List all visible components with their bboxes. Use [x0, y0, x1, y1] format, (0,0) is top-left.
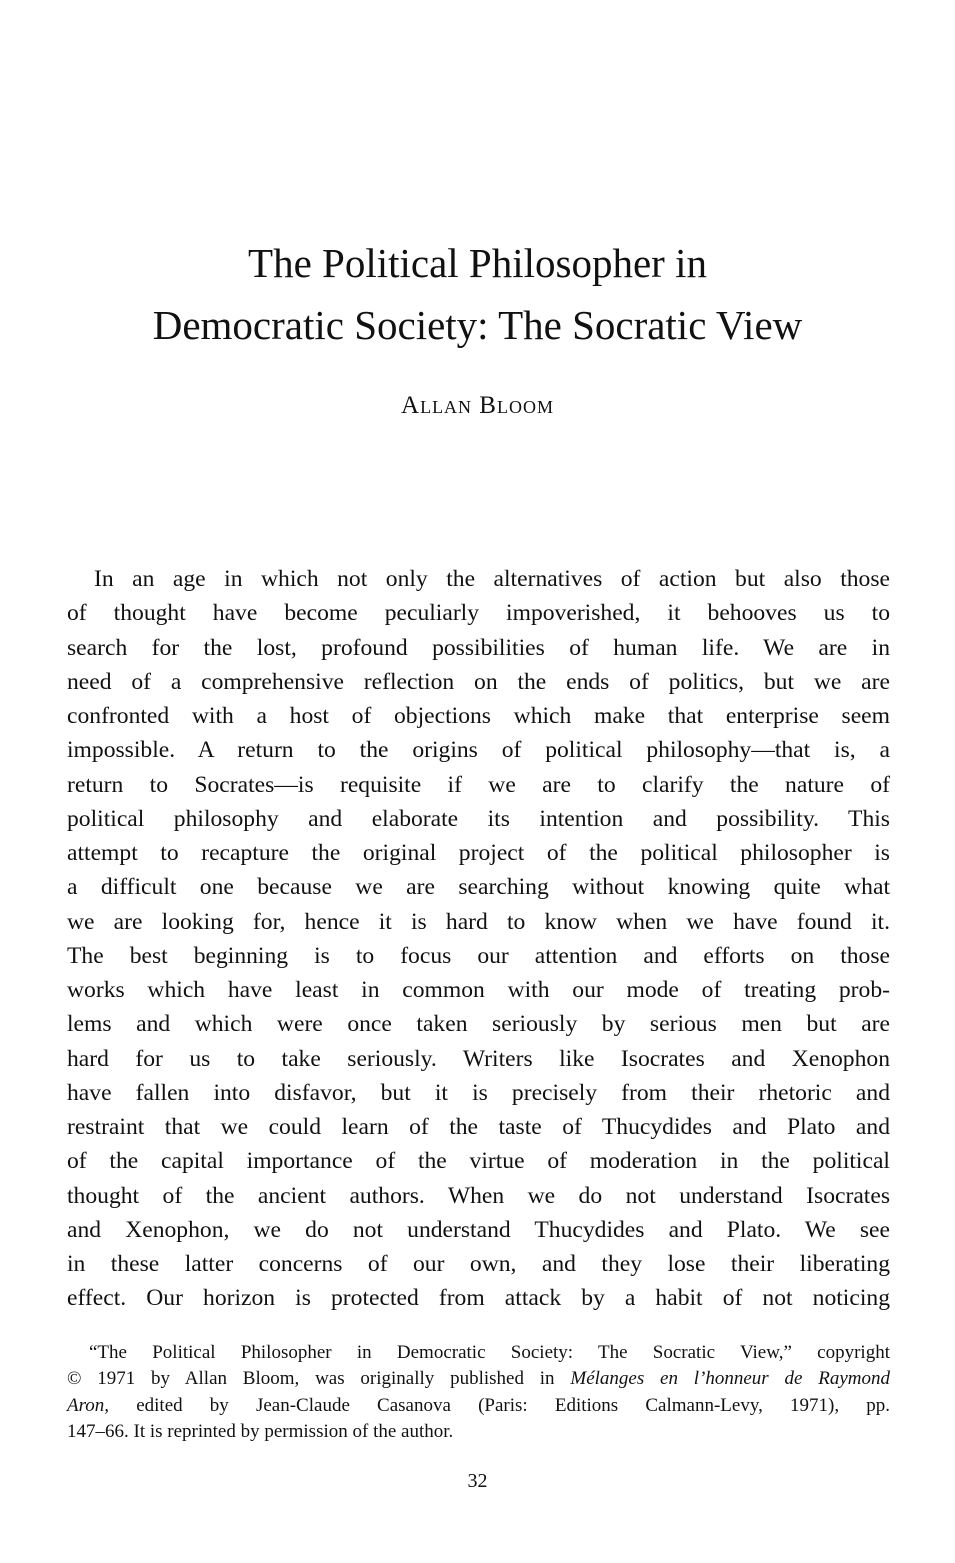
body-line: lems and which were once taken seriously by serious men but are [67, 1011, 890, 1038]
body-line: works which have least in common with our mode of treating prob- [67, 977, 890, 1003]
footnote-line-4: 147–66. It is reprinted by permission of the author. [67, 1421, 454, 1443]
body-line: confronted with a host of objections which make that enterprise seem [67, 703, 890, 729]
article-title [60, 232, 895, 356]
footnote-copyright-text: © 1971 by Allan Bloom, was originally published in [67, 1368, 571, 1390]
body-line: search for the lost, profound possibilities of human life. We are in [67, 634, 890, 661]
body-line: return to Socrates—is requisite if we are to clarify the nature of [67, 771, 890, 798]
body-line: The best beginning is to focus our attention and efforts on those [67, 942, 890, 969]
body-line: In an age in which not only the alternatives of action but also those [94, 566, 890, 592]
body-line: restraint that we could learn of the taste of Thucydides and Plato and [67, 1114, 890, 1140]
footnote-line-2 [67, 1366, 890, 1392]
footnote-publisher-text: edited by Jean-Claude Casanova (Paris: Editions Calmann-Levy, 1971), pp. [109, 1394, 890, 1416]
footnote-book-title-end: Aron, [67, 1394, 110, 1416]
body-line: effect. Our horizon is protected from attack by a habit of not noticing [67, 1285, 890, 1312]
footnote-line-3 [67, 1393, 890, 1419]
body-line: hard for us to take seriously. Writers like Isocrates and Xenophon [67, 1045, 890, 1072]
body-line: we are looking for, hence it is hard to know when we have found it. [67, 908, 890, 935]
body-line: impossible. A return to the origins of political philosophy—that is, a [67, 737, 890, 764]
body-paragraph [67, 562, 890, 1316]
body-line: and Xenophon, we do not understand Thucydides and Plato. We see [67, 1216, 890, 1243]
footnote-line-1: “The Political Philosopher in Democratic Society: The Socratic View,” copyright [89, 1342, 890, 1363]
footnote-book-title: Mélanges en l’honneur de Raymond [570, 1368, 890, 1390]
body-line: a difficult one because we are searching without knowing quite what [67, 874, 890, 901]
body-line: thought of the ancient authors. When we do not understand Isocrates [67, 1182, 890, 1209]
title-line-1: The Political Philosopher in [248, 240, 707, 286]
article-author: Allan Bloom [401, 392, 554, 419]
body-line: need of a comprehensive reflection on the ends of politics, but we are [67, 668, 890, 695]
body-line: in these latter concerns of our own, and they lose their liberating [67, 1251, 890, 1277]
body-line: of thought have become peculiarly impoverished, it behooves us to [67, 600, 890, 627]
body-line: attempt to recapture the original project of the political philosopher is [67, 840, 890, 866]
title-line-2: Democratic Society: The Socratic View [152, 302, 803, 348]
body-line: political philosophy and elaborate its intention and possibility. This [67, 805, 890, 832]
page-number: 32 [467, 1470, 488, 1492]
footnote [67, 1340, 890, 1446]
body-line: have fallen into disfavor, but it is precisely from their rhetoric and [67, 1079, 890, 1106]
body-line: of the capital importance of the virtue of moderation in the political [67, 1148, 890, 1175]
